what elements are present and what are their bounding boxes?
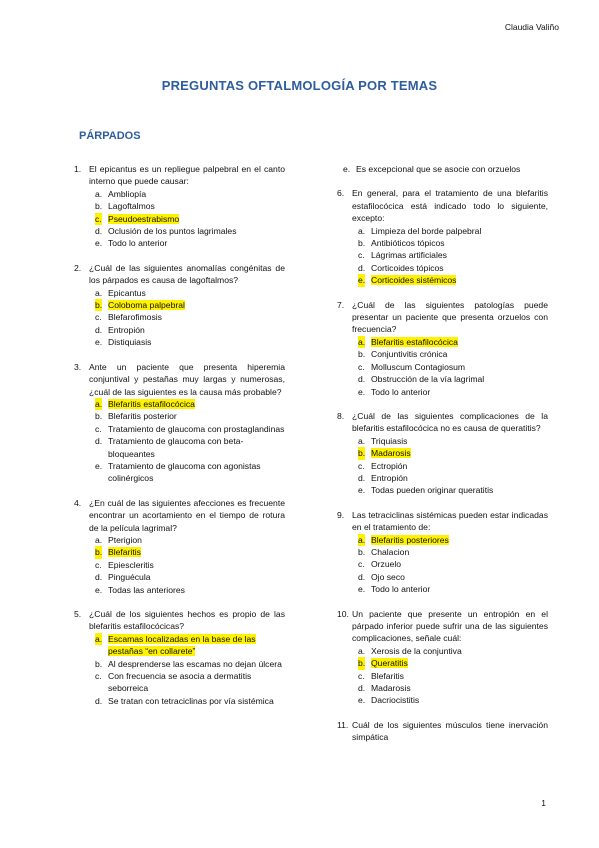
option-text: Blefarofimosis — [108, 312, 162, 323]
answer-option — [352, 645, 548, 657]
option-text: Con frecuencia se asocia a dermatitis seborreica — [108, 671, 252, 694]
answer-option — [352, 682, 548, 694]
option-letter: e. — [95, 238, 103, 249]
option-text: Ectropión — [371, 460, 408, 471]
option-text: Tratamiento de glaucoma con beta-bloqueantes — [108, 436, 244, 459]
answer-option — [352, 460, 548, 472]
question-text: ¿En cuál de las siguientes afecciones es frecuente encontrar un acortamiento en el tiempo de rotura de la película lagrimal? — [89, 497, 285, 533]
option-letter: d. — [358, 374, 366, 385]
answer-option — [352, 484, 548, 496]
question-number: 5. — [74, 609, 82, 619]
options-list — [352, 534, 548, 596]
answer-option — [89, 213, 285, 225]
answer-option — [352, 670, 548, 682]
question-number: 1. — [74, 164, 82, 174]
question-text: Un paciente que presente un entropión en el párpado inferior puede sufrir una de las siguientes complicaciones, señale cuál: — [352, 608, 548, 644]
answer-option — [352, 336, 548, 348]
author-name: Claudia Valiño — [504, 22, 559, 32]
document-title: PREGUNTAS OFTALMOLOGÍA POR TEMAS — [161, 78, 438, 93]
answer-option — [89, 695, 285, 707]
left-column — [74, 163, 285, 719]
option-letter: b. — [358, 238, 366, 249]
option-text: Todo lo anterior — [371, 584, 431, 595]
answer-option — [352, 558, 548, 570]
option-letter: e. — [358, 695, 366, 706]
option-text: Distiquiasis — [108, 337, 152, 348]
option-letter: c. — [95, 559, 102, 570]
option-text: Conjuntivitis crónica — [371, 349, 448, 360]
option-text: Lágrimas artificiales — [371, 250, 447, 261]
option-letter: b. — [95, 658, 103, 669]
option-letter: b. — [358, 448, 366, 459]
option-letter: c. — [358, 250, 365, 261]
question-block — [74, 262, 285, 349]
option-letter: d. — [358, 472, 366, 483]
option-letter: d. — [358, 571, 366, 582]
option-letter: c. — [95, 671, 102, 682]
question-number: 10. — [337, 608, 349, 619]
option-letter: e. — [95, 460, 103, 471]
option-letter: c. — [358, 670, 365, 681]
option-letter: b. — [358, 546, 366, 557]
options-list — [89, 287, 285, 349]
answer-option — [352, 361, 548, 373]
options-list — [352, 225, 548, 287]
answer-option — [89, 423, 285, 435]
option-letter: e. — [358, 275, 366, 286]
option-letter: e. — [95, 584, 103, 595]
option-text: Todo lo anterior — [371, 386, 431, 397]
question-text: Las tetraciclinas sistémicas pueden estar indicadas en el tratamiento de: — [352, 509, 548, 533]
correct-answer-text: Blefaritis estafilocócica — [371, 336, 458, 347]
right-column — [337, 163, 548, 756]
section-heading: PÁRPADOS — [79, 130, 141, 142]
question-block — [74, 163, 285, 250]
options-list — [352, 645, 548, 707]
option-text: Orzuelo — [371, 559, 402, 570]
option-letter: b. — [95, 547, 103, 558]
option-text: Corticoides tópicos — [371, 262, 444, 273]
option-text: Limpieza del borde palpebral — [371, 225, 482, 236]
option-letter: e. — [358, 386, 366, 397]
option-letter: a. — [95, 398, 103, 409]
answer-option — [352, 534, 548, 546]
question-block — [337, 187, 548, 286]
option-letter: d. — [95, 436, 103, 447]
question-number: 4. — [74, 497, 82, 508]
option-text: Se tratan con tetraciclinas por vía sistémica — [108, 695, 274, 706]
question-number: 2. — [74, 262, 82, 273]
option-text: Al desprenderse las escamas no dejan úlcera — [108, 658, 282, 669]
question-text: ¿Cuál de las siguientes complicaciones de la blefaritis estafilocócica no es causa de queratitis? — [352, 410, 548, 434]
page-number: 1 — [541, 798, 546, 808]
question-block — [74, 497, 285, 596]
option-letter: d. — [358, 262, 366, 273]
option-text: Pterigion — [108, 534, 142, 545]
option-letter: d. — [95, 572, 103, 583]
answer-option — [89, 633, 285, 658]
options-list — [352, 435, 548, 497]
option-letter: e. — [358, 584, 366, 595]
question-text: Ante un paciente que presenta hiperemia conjuntival y pestañas muy largas y numerosas, ¿cuál de las siguientes es la causa más probable? — [89, 361, 285, 397]
option-text: Antibióticos tópicos — [371, 238, 445, 249]
answer-option — [352, 694, 548, 706]
question-number: 7. — [337, 299, 345, 310]
option-letter: a. — [358, 435, 366, 446]
option-letter: a. — [95, 188, 103, 199]
option-letter: c. — [358, 460, 365, 471]
answer-option — [352, 373, 548, 385]
answer-option — [89, 584, 285, 596]
question-number: 11. — [337, 719, 349, 730]
answer-option — [89, 311, 285, 323]
option-text: Molluscum Contagiosum — [371, 361, 466, 372]
question-text: En general, para el tratamiento de una blefaritis estafilocócica está indicado todo lo siguiente, excepto: — [352, 188, 548, 224]
correct-answer-text: Queratitis — [371, 658, 408, 669]
option-letter: d. — [95, 324, 103, 335]
answer-option — [352, 274, 548, 286]
option-text: Ojo seco — [371, 571, 405, 582]
option-text: Tratamiento de glaucoma con prostaglandinas — [108, 423, 285, 434]
answer-option — [352, 435, 548, 447]
question-block — [337, 410, 548, 497]
question-number: 9. — [337, 509, 345, 520]
option-letter: a. — [95, 633, 103, 644]
answer-option — [89, 435, 285, 460]
option-text: Pinguécula — [108, 572, 151, 583]
option-letter: a. — [95, 287, 103, 298]
option-letter: c. — [95, 423, 102, 434]
option-letter: a. — [95, 534, 103, 545]
answer-option — [352, 386, 548, 398]
answer-option — [352, 225, 548, 237]
question-text: ¿Cuál de los siguientes hechos es propio de las blefaritis estafilocócicas? — [89, 609, 285, 632]
option-letter: a. — [358, 645, 366, 656]
question-text: ¿Cuál de las siguientes patologías puede presentar un paciente que presenta orzuelos con frecuencia? — [352, 299, 548, 335]
answer-option — [352, 447, 548, 459]
option-text: Todo lo anterior — [108, 238, 168, 249]
answer-option — [89, 200, 285, 212]
correct-answer-text: Blefaritis posteriores — [371, 534, 449, 545]
answer-option — [89, 188, 285, 200]
answer-option — [352, 583, 548, 595]
option-letter: a. — [358, 534, 366, 545]
question-block — [74, 608, 285, 707]
option-text: Xerosis de la conjuntiva — [371, 645, 462, 656]
options-list — [89, 398, 285, 485]
option-letter: c. — [95, 312, 102, 323]
answer-option — [89, 658, 285, 670]
answer-option — [352, 546, 548, 558]
options-list — [352, 336, 548, 398]
question-block — [337, 608, 548, 707]
answer-option — [352, 657, 548, 669]
option-letter: e. — [343, 164, 351, 174]
option-text: Blefaritis — [371, 670, 404, 681]
question-text: Cuál de los siguientes músculos tiene inervación simpática — [352, 719, 548, 743]
option-letter: b. — [358, 658, 366, 669]
option-letter: b. — [95, 300, 103, 311]
option-letter: e. — [95, 337, 103, 348]
answer-option — [352, 472, 548, 484]
continued-option — [337, 163, 548, 175]
option-letter: b. — [95, 201, 103, 212]
answer-option — [89, 559, 285, 571]
option-text: Entropión — [371, 472, 408, 483]
option-letter: e. — [358, 485, 366, 496]
correct-answer-text: Blefaritis estafilocócica — [108, 398, 195, 409]
question-block — [337, 509, 548, 596]
answer-option — [89, 237, 285, 249]
correct-answer-text: Blefaritis — [108, 547, 141, 558]
question-number: 8. — [337, 410, 345, 421]
option-text: Ambliopía — [108, 188, 147, 199]
option-letter: d. — [358, 683, 366, 694]
answer-option — [89, 460, 285, 485]
option-text: Obstrucción de la vía lagrimal — [371, 374, 485, 385]
answer-option — [89, 336, 285, 348]
correct-answer-text: Coloboma palpebral — [108, 300, 185, 311]
answer-option — [352, 571, 548, 583]
option-letter: d. — [95, 226, 103, 237]
answer-option — [89, 324, 285, 336]
option-text: Todas las anteriores — [108, 584, 185, 595]
answer-option — [89, 225, 285, 237]
option-letter: d. — [95, 695, 103, 706]
correct-answer-text: Pseudoestrabismo — [108, 213, 180, 224]
option-text: Triquiasis — [371, 435, 408, 446]
option-text: Blefaritis posterior — [108, 411, 177, 422]
option-text: Oclusión de los puntos lagrimales — [108, 226, 237, 237]
question-block — [74, 361, 285, 485]
correct-answer-text: Madarosis — [371, 448, 411, 459]
option-text: Chalacion — [371, 546, 410, 557]
answer-option — [89, 287, 285, 299]
option-text: Todas pueden originar queratitis — [371, 485, 494, 496]
option-text: Entropión — [108, 324, 145, 335]
question-block — [337, 719, 548, 744]
answer-option — [89, 410, 285, 422]
option-text: Tratamiento de glaucoma con agonistas colinérgicos — [108, 460, 261, 484]
options-list — [89, 633, 285, 707]
correct-answer-text: Escamas localizadas en la base de las pestañas “en collarete” — [108, 633, 256, 657]
option-text: Es excepcional que se asocie con orzuelos — [356, 164, 521, 174]
answer-option — [352, 237, 548, 249]
answer-option — [352, 348, 548, 360]
option-letter: b. — [358, 349, 366, 360]
question-number: 6. — [337, 188, 345, 199]
answer-option — [352, 249, 548, 261]
option-text: Dacriocistitis — [371, 695, 420, 706]
answer-option — [89, 534, 285, 546]
question-text: El epicantus es un repliegue palpebral en el canto interno que puede causar: — [89, 164, 285, 187]
question-text: ¿Cuál de las siguientes anomalías congénitas de los párpados es causa de lagoftalmos? — [89, 262, 285, 286]
option-letter: c. — [95, 213, 102, 224]
option-text: Epiescleritis — [108, 559, 154, 570]
option-letter: a. — [358, 336, 366, 347]
option-letter: a. — [358, 225, 366, 236]
options-list — [89, 534, 285, 596]
correct-answer-text: Corticoides sistémicos — [371, 275, 457, 286]
question-block — [337, 299, 548, 398]
answer-option — [89, 398, 285, 410]
option-text: Lagoftalmos — [108, 201, 155, 212]
option-text: Madarosis — [371, 683, 411, 694]
question-number: 3. — [74, 361, 82, 372]
answer-option — [89, 571, 285, 583]
option-letter: c. — [358, 559, 365, 570]
answer-option — [352, 262, 548, 274]
option-letter: c. — [358, 361, 365, 372]
option-text: Epicantus — [108, 287, 146, 298]
answer-option — [89, 546, 285, 558]
options-list — [89, 188, 285, 250]
answer-option — [89, 299, 285, 311]
option-letter: b. — [95, 411, 103, 422]
answer-option — [89, 670, 285, 695]
